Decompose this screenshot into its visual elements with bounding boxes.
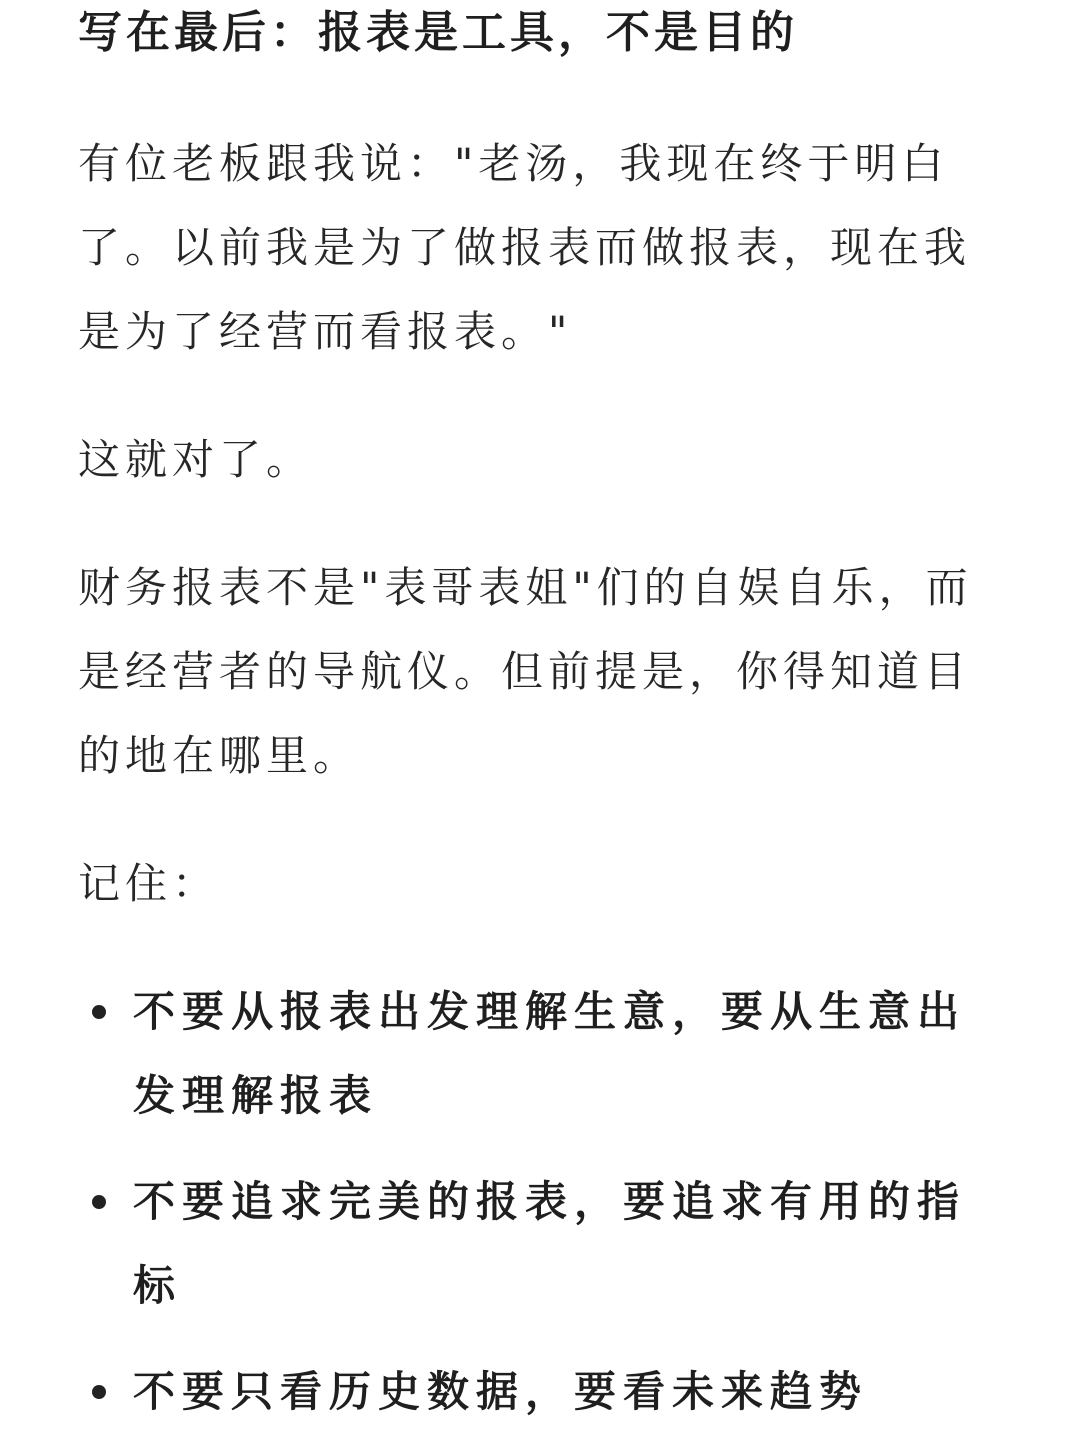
bullet-dot-icon: [92, 1385, 106, 1399]
list-item-text: 不要追求完美的报表，要追求有用的指标: [133, 1177, 967, 1310]
paragraph-remember: 记住：: [78, 859, 220, 908]
paragraph-boss-quote: 有位老板跟我说："老汤，我现在终于明白了。以前我是为了做报表而做报表，现在我是为了经营而看报表。": [78, 139, 972, 356]
paragraph-navigator: 财务报表不是"表哥表姐"们的自娱自乐，而是经营者的导航仪。但前提是，你得知道目的地在哪里。: [78, 563, 973, 780]
paragraph-agreement: 这就对了。: [78, 435, 314, 484]
list-item-text: 不要从报表出发理解生意，要从生意出发理解报表: [133, 987, 967, 1120]
bullet-dot-icon: [92, 1195, 106, 1209]
list-item-text: 不要只看历史数据，要看未来趋势: [133, 1367, 869, 1416]
list-item: [78, 1160, 1002, 1328]
list-item: [78, 1350, 1002, 1434]
list-item: [78, 970, 1002, 1138]
article-body: [78, 0, 1002, 1456]
section-heading: 写在最后：报表是工具，不是目的: [78, 7, 798, 58]
key-points-list: [78, 970, 1002, 1434]
bullet-dot-icon: [92, 1005, 106, 1019]
